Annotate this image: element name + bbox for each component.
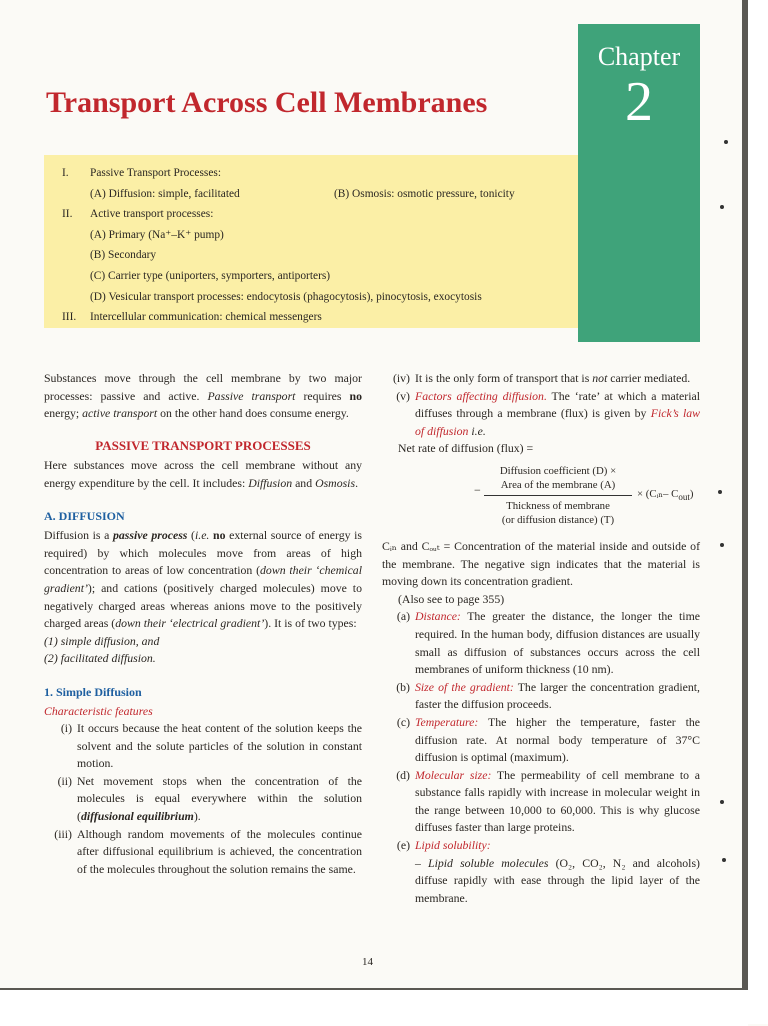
list-item: (e) Lipid solubility: [396,838,491,853]
formula-fraction [484,464,632,527]
section-heading-diffusion: A. DIFFUSION [44,508,125,523]
list-item: (a) Distance: The greater the distance, the longer the time required. In the human body, diffusion distances are usually small as diffusion of substances occurs across the cell membranes of uniform thickness (10 nm). [396,609,700,677]
list-item: (ii) Net movement stops when the concentration of the molecules is equal everywhere within the solution (diffusional equilibrium). [57,773,362,824]
concentration-paragraph: Cᵢₙ and Cₒᵤₜ = Concentration of the material inside and outside of the membrane. The negative sign indicates that the material is moving down its concentration gradient. [382,538,700,589]
page-speck [720,543,724,547]
page-speck [724,140,728,144]
contents-text: (B) Secondary [90,249,157,262]
contents-text: (A) Primary (Na⁺–K⁺ pump) [90,228,224,241]
contents-item [62,225,578,246]
passive-paragraph: Here substances move across the cell membrane without any energy expenditure by the cell. It includes: Diffusion and Osmosis. [44,458,362,490]
list-item: (d) Molecular size: The permeability of cell membrane to a substance falls rapidly with increase in molecular weight in the range between 10,000 to 60,000. This is why glucose diffuses faster than large proteins. [396,767,700,835]
list-item: (iv) It is the only form of transport that is not carrier mediated. [392,371,691,385]
ficks-law-formula [382,458,700,538]
list-item: (iii) Although random movements of the molecules continue after diffusional equilibrium is achieved, the concentration of the molecules throughout the solution remains the same. [54,826,362,876]
formula-numerator: Diffusion coefficient (D) × [499,464,617,477]
contents-text: (A) Diffusion: simple, facilitated [90,187,240,200]
list-item: (v) Factors affecting diffusion. The ‘rate’ at which a material diffuses through a membrane (flux) is given by Fick’s law of diffusion i.e. [396,388,700,438]
page-number: 14 [362,956,373,968]
chapter-contents-box [44,155,578,328]
contents-text: Passive Transport Processes: [90,167,221,179]
formula-minus: − [474,482,481,497]
formula-concentration-term: × (Cᵢₙ– $C_{out}$) [637,487,694,503]
page-speck [720,800,724,804]
page-speck [720,205,724,209]
contents-text: (C) Carrier type (uniporters, symporters, antiporters) [90,269,331,282]
left-column [44,370,362,878]
contents-item [62,184,578,205]
contents-item [62,287,578,308]
formula-denominator: Thickness of membrane [506,499,610,512]
chapter-number: 2 [625,71,653,133]
contents-text: Active transport processes: [90,208,214,221]
diffusion-type: (1) simple diffusion, and [44,633,160,648]
list-item: – Lipid soluble molecules (O₂, CO₂, N₂ and alcohols) diffuse rapidly with ease through the lipid layer of the membrane. [415,855,700,905]
formula-numerator: Area of the membrane (A) [500,478,616,491]
page-speck [722,858,726,862]
contents-num: III. [62,311,77,324]
page-bottom-edge [0,988,748,1026]
page-reference: (Also see to page 355) [398,591,505,606]
contents-text: (D) Vesicular transport processes: endocytosis (phagocytosis), pinocytosis, exocytosis [90,290,482,303]
contents-item [62,204,578,225]
net-rate-label: Net rate of diffusion (flux) = [398,441,534,456]
contents-item [62,245,578,266]
contents-text: Intercellular communication: chemical messengers [90,311,322,324]
contents-item [62,266,578,287]
right-column [382,370,700,907]
chapter-title: Transport Across Cell Membranes [46,86,488,119]
formula-denominator: (or diffusion distance) (T) [501,513,615,526]
characteristic-heading: Characteristic features [44,703,153,718]
contents-item [62,163,578,184]
chapter-badge [578,24,700,342]
page-edge [748,0,768,1024]
list-item: (b) Size of the gradient: The larger the concentration gradient, faster the diffusion proceeds. [396,679,701,712]
chapter-word: Chapter [597,42,681,71]
intro-paragraph: Substances move through the cell membrane by two major processes: passive and active. Passive transport requires no energy; active transport on the other hand does consume energy. [44,371,362,421]
section-heading-passive: PASSIVE TRANSPORT PROCESSES [95,437,311,453]
list-item: (i) It occurs because the heat content of the solution keeps the solvent and the solute particles of the solution in constant motion. [60,721,362,771]
contents-num: II. [62,208,73,221]
diffusion-type: (2) facilitated diffusion. [44,651,156,666]
diffusion-paragraph: Diffusion is a passive process (i.e. no external source of energy is required) by which molecules move from areas of high concentration to areas of low concentration (down their ‘chemical gradient’); and cations (positively charged molecules) move to negatively charged areas whereas anions move to the positively charged areas (down their ‘electrical gradient’). It is of two types: [44,528,362,631]
subsection-heading-simple: 1. Simple Diffusion [44,684,142,699]
list-item: (c) Temperature: The higher the temperature, faster the diffusion rate. At normal body temperature of 37°C diffusion is optimal (maximum). [396,714,700,765]
contents-num: I. [62,167,69,179]
contents-text: (B) Osmosis: osmotic pressure, tonicity [334,187,515,200]
page-speck [718,490,722,494]
contents-item [62,307,578,328]
